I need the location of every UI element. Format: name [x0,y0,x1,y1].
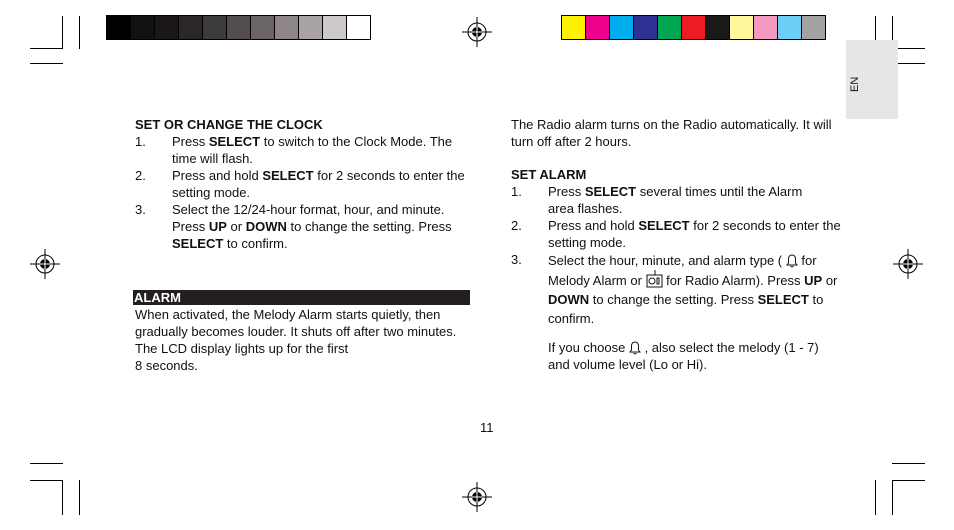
bell-icon [629,341,641,355]
color-swatch [706,16,730,39]
registration-mark-icon [30,249,60,279]
list-item [135,167,465,201]
registration-mark-icon [462,17,492,47]
crop-mark [892,463,925,464]
color-calibration-bar [561,15,826,40]
set-alarm-heading: SET ALARM [511,167,587,182]
crop-mark [892,480,925,481]
color-swatch [323,16,347,39]
crop-mark [79,16,80,49]
list-item [135,201,465,252]
color-swatch [754,16,778,39]
color-swatch [131,16,155,39]
set-alarm-section [511,166,846,328]
step-text: Press SELECT to switch to the Clock Mode. The time will flash. [172,134,453,166]
crop-mark [79,480,80,515]
color-swatch [179,16,203,39]
color-swatch [682,16,706,39]
step-number: 1. [135,134,146,149]
color-swatch [107,16,131,39]
color-swatch [155,16,179,39]
step-number: 2. [135,168,146,183]
color-swatch [610,16,634,39]
crop-mark [875,480,876,515]
step-number: 1. [511,184,522,199]
list-item [135,133,465,167]
step-text: Press and hold SELECT for 2 seconds to enter the setting mode. [548,218,841,250]
color-swatch [227,16,251,39]
language-tab-label: EN [849,76,861,92]
step-text: Select the 12/24-hour format, hour, and minute. Press UP or DOWN to change the setting. Press SELECT to confirm. [172,202,452,251]
list-item [511,183,846,217]
list-item [511,217,846,251]
list-item [511,251,846,328]
alarm-heading: ALARM [133,290,470,305]
alarm-section [133,290,470,374]
crop-mark [62,480,63,515]
grayscale-calibration-bar [106,15,371,40]
crop-mark [30,48,63,49]
registration-mark-icon [462,482,492,512]
step-number: 2. [511,218,522,233]
registration-mark-icon [893,249,923,279]
color-swatch [203,16,227,39]
color-swatch [275,16,299,39]
crop-mark [30,63,63,64]
clock-section [135,116,465,252]
crop-mark [892,480,893,515]
step-text: Press and hold SELECT for 2 seconds to enter the setting mode. [172,168,465,200]
step-text: Press SELECT several times until the Alarm area flashes. [548,184,803,216]
step-text: Select the hour, minute, and alarm type ( for Melody Alarm or for Radio Alarm). Press UP or DOWN to change the setting. Press SELECT to confirm. [548,253,838,326]
color-swatch [778,16,802,39]
alarm-body-end: 8 seconds. [135,358,198,373]
color-swatch [586,16,610,39]
radio-alarm-text: The Radio alarm turns on the Radio automatically. It will turn off after 2 hours. [511,117,832,149]
page-number: 11 [480,420,494,435]
bell-icon [786,254,798,268]
color-swatch [634,16,658,39]
step-number: 3. [511,252,522,267]
crop-mark [30,480,63,481]
clock-heading: SET OR CHANGE THE CLOCK [135,117,323,132]
color-swatch [299,16,323,39]
color-swatch [802,16,825,39]
color-swatch [251,16,275,39]
radio-icon [646,270,663,288]
color-swatch [562,16,586,39]
color-swatch [347,16,370,39]
step-number: 3. [135,202,146,217]
crop-mark [62,16,63,49]
color-swatch [730,16,754,39]
alarm-body: When activated, the Melody Alarm starts quietly, then gradually becomes louder. It shuts off after two minutes. The LCD display lights up for the first [135,307,457,356]
melody-note: If you choose , also select the melody (1 - 7) and volume level (Lo or Hi). [548,340,819,372]
color-swatch [658,16,682,39]
crop-mark [30,463,63,464]
